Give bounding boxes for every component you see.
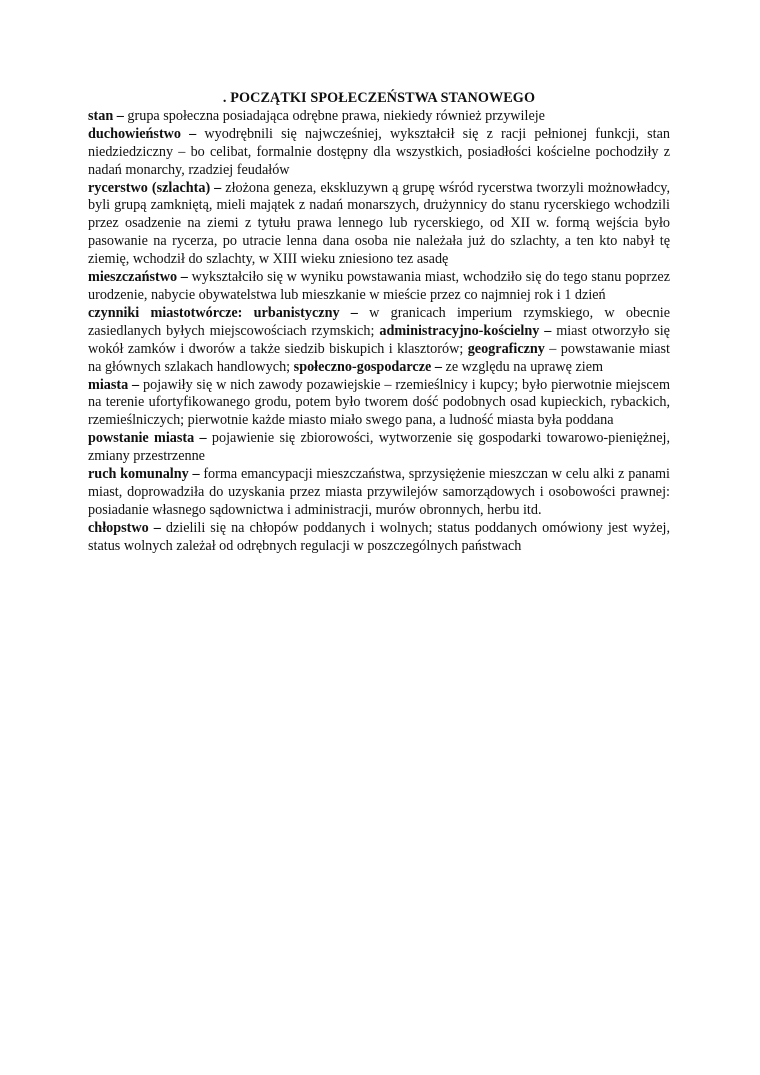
entry-term: czynniki miastotwórcze: urbanistyczny –: [88, 304, 358, 321]
document-page: [88, 90, 670, 556]
entry-miasta: [88, 377, 670, 431]
entry-text: w granicach imperium rzymskiego, w obecnie zasiedlanych byłych miejscowościach rzymskich;: [88, 304, 670, 339]
entry-text: forma emancypacji mieszczaństwa, sprzysiężenie mieszczan w celu alki z panami miast, doprowadziła do uzyskania przez miasta przywilejów samorządowych i osobowości prawnej: posiadanie własnego sądownictwa i administracji, murów obronnych, herbu itd.: [88, 466, 670, 518]
entry-ruch-komunalny: [88, 466, 670, 520]
entry-term: stan –: [88, 107, 124, 124]
entry-powstanie-miasta: [88, 430, 670, 466]
entry-czynniki-miastotworcze: [88, 305, 670, 377]
entry-text: wykształciło się w wyniku powstawania miast, wchodziło się do tego stanu poprzez urodzenie, nabycie obywatelstwa lub mieszkanie w mieście przez co najmniej rok i 1 dzień: [88, 269, 670, 303]
entry-duchowienstwo: [88, 126, 670, 180]
entry-text: pojawienie się zbiorowości, wytworzenie się gospodarki towarowo-pieniężnej, zmiany przestrzenne: [88, 430, 670, 465]
entry-text: – powstawanie miast na głównych szlakach handlowych;: [88, 340, 671, 375]
entry-mieszczanstwo: [88, 269, 670, 305]
entry-text: pojawiły się w nich zawody pozawiejskie – rzemieślnicy i kupcy; było pierwotnie miejscem na terenie ufortyfikowanego grodu, potem było tworem dość podobnych osad kupieckich, rybackich, rzemieślniczych; pierwotnie każde miasto miało swego pana, a ludność miasta była poddana: [88, 376, 670, 429]
entry-term: administracyjno-kościelny –: [379, 322, 552, 339]
document-title: . POCZĄTKI SPOŁECZEŃSTWA STANOWEGO: [222, 90, 536, 106]
entry-term: mieszczaństwo –: [88, 269, 188, 286]
entry-text: wyodrębnili się najwcześniej, wykształcił się z racji pełnionej funkcji, stan niedziedziczny – bo celibat, formalnie dostępny dla wszystkich, posiadłości kościelne pochodziły z nadań monarchy, rzadziej feudałów: [88, 125, 671, 178]
entry-term: społeczno-gospodarcze –: [293, 358, 442, 375]
entry-chlopstwo: [88, 520, 670, 556]
entry-text: złożona geneza, ekskluzywn ą grupę wśród rycerstwa tworzyli możnowładcy, byli grupą zamkniętą, mieli majątek z nadań monarszych, drużynnicy do stanu rycerskiego wchodzili przez osadzenie na ziemi z tytułu prawa lennego lub rycerskiego, od XII w. formą wejścia było pasowanie na rycerza, po utracie lenna dana osoba nie należała już do szlachty, a ten kto nabył tę ziemię, wchodził do szlachty, w XIII wieku zniesiono tez asadę: [88, 179, 670, 268]
entry-term: rycerstwo (szlachta) –: [88, 179, 222, 196]
entry-text: grupa społeczna posiadająca odrębne prawa, niekiedy również przywileje: [123, 107, 545, 124]
entry-text: dzielili się na chłopów poddanych i wolnych; status poddanych omówiony jest wyżej, status wolnych zależał od odrębnych regulacji w poszczególnych państwach: [88, 519, 670, 554]
entry-term: geograficzny: [467, 340, 545, 357]
entry-stan: [88, 108, 670, 126]
entry-text: miast otworzyło się wokół zamków i dworów a także siedzib biskupich i klasztorów;: [88, 322, 670, 357]
entry-term: duchowieństwo –: [88, 125, 197, 142]
entry-term: miasta –: [88, 376, 140, 393]
entry-term: powstanie miasta –: [88, 430, 207, 447]
entry-term: ruch komunalny –: [88, 466, 200, 483]
entry-rycerstwo: [88, 180, 670, 270]
entry-text: ze względu na uprawę ziem: [441, 358, 604, 375]
entry-term: chłopstwo –: [88, 519, 161, 536]
